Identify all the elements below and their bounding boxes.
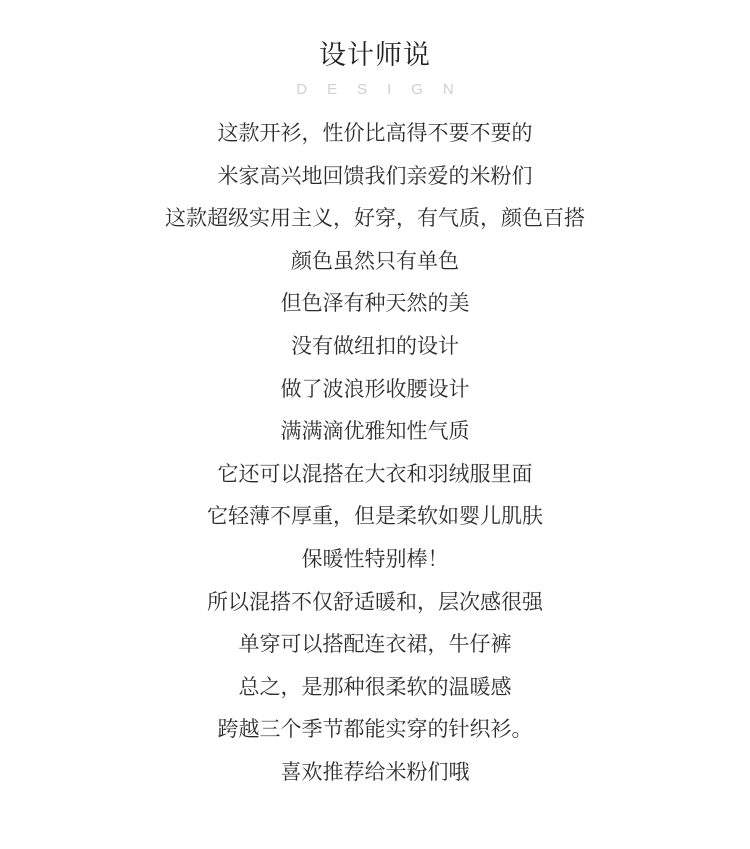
text-line: 喜欢推荐给米粉们哦 [280, 759, 470, 784]
text-line: 这款超级实用主义，好穿，有气质，颜色百搭 [165, 206, 585, 231]
page-subtitle: DESIGN [296, 81, 474, 98]
text-line: 跨越三个季节都能实穿的针织衫。 [217, 717, 533, 742]
text-line: 它还可以混搭在大衣和羽绒服里面 [217, 461, 533, 486]
description-text-block [0, 112, 750, 794]
text-line: 满满滴优雅知性气质 [280, 419, 470, 444]
text-line: 但色泽有种天然的美 [280, 291, 470, 316]
text-line: 单穿可以搭配连衣裙，牛仔裤 [238, 632, 512, 657]
text-line: 颜色虽然只有单色 [291, 248, 459, 273]
page-title: 设计师说 [319, 40, 431, 71]
text-line: 没有做纽扣的设计 [291, 333, 459, 358]
text-line: 总之，是那种很柔软的温暖感 [238, 674, 512, 699]
text-line: 保暖性特别棒！ [301, 546, 449, 571]
text-line: 这款开衫，性价比高得不要不要的 [217, 121, 533, 145]
text-line: 所以混搭不仅舒适暖和，层次感很强 [207, 589, 543, 614]
text-line: 它轻薄不厚重，但是柔软如婴儿肌肤 [207, 504, 543, 529]
text-line: 做了波浪形收腰设计 [280, 376, 470, 401]
text-line: 米家高兴地回馈我们亲爱的米粉们 [217, 163, 533, 188]
